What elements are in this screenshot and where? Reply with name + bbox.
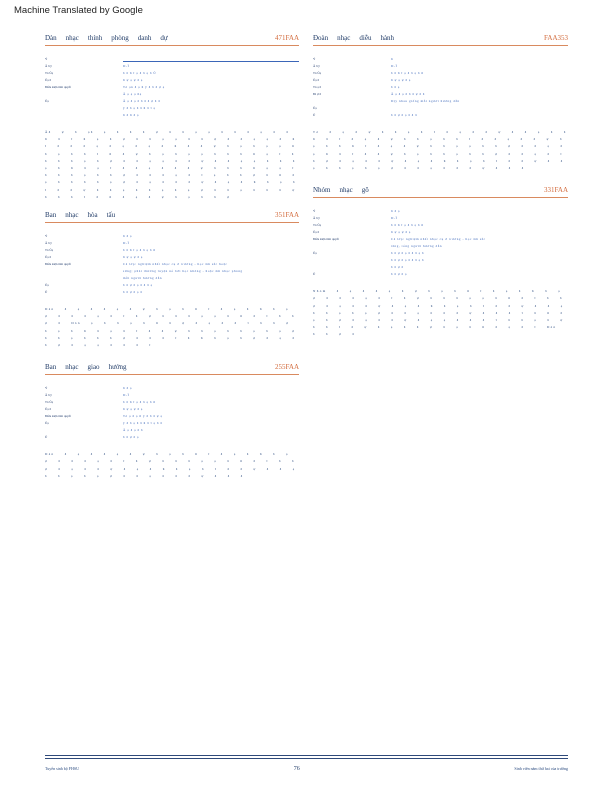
spec-label: Ūạ ā	[313, 230, 319, 235]
course-title-word: Nhóm	[313, 186, 331, 195]
spec-row	[313, 98, 568, 105]
course-spec-table	[45, 56, 299, 119]
spec-value: ū ự ạ ự ā ạ	[123, 78, 143, 82]
course-heading	[45, 363, 299, 375]
spec-label: Điều kiện tiên quyết	[45, 414, 71, 419]
spec-label: Điều kiện tiên quyết	[45, 85, 71, 89]
footer-left-text: Tuyển sinh bộ FHSU	[45, 766, 79, 771]
spec-row	[45, 399, 299, 406]
course-title-word: dự	[160, 34, 168, 42]
course-title-word: nhạc	[337, 34, 351, 42]
spec-row	[45, 282, 299, 289]
course-title-word: Ban	[45, 211, 57, 220]
course-title-word: gõ	[361, 186, 369, 195]
spec-value: ā ā ự ā	[391, 265, 404, 270]
spec-value: ā ā ự ā ạ	[391, 272, 407, 277]
spec-row	[45, 434, 299, 441]
spec-label: Ā ā ý	[313, 216, 320, 221]
spec-label: Tỏ ạ ā	[313, 85, 321, 89]
course-code: 351FAA	[275, 211, 299, 220]
spec-row	[313, 257, 568, 264]
spec-row	[45, 84, 299, 91]
spec-value: D-Ī	[391, 64, 398, 68]
spec-row	[45, 70, 299, 77]
spec-row	[45, 385, 299, 392]
course-title-word: Ban	[45, 363, 57, 372]
spec-value: Cả lớp: nghiệm nhất nhạc cụ ở trường - học âm sắc	[391, 237, 486, 242]
course-title-word: diễu	[359, 34, 372, 42]
spec-row	[45, 392, 299, 399]
spec-value: ū ā ạ	[123, 386, 133, 391]
course-title	[313, 34, 403, 42]
spec-row	[313, 91, 568, 98]
spec-row	[313, 229, 568, 236]
footer-right-text: Sinh viên năm thứ hai của trường	[514, 766, 568, 771]
spec-label: Ūạ ā	[313, 78, 319, 82]
course-title-word: hưởng	[108, 363, 127, 372]
spec-row	[313, 208, 568, 215]
spec-row	[313, 236, 568, 243]
spec-value: ā ā ự ā ạ ā ā ā ạ ā	[391, 251, 425, 256]
spec-row	[45, 406, 299, 413]
course-section	[313, 186, 568, 338]
spec-label: Ā ā ý	[45, 64, 52, 68]
spec-row	[45, 268, 299, 275]
course-section	[45, 211, 299, 349]
spec-label: Điều kiện tiên quyết	[45, 262, 71, 267]
spec-row	[313, 222, 568, 229]
spec-row	[45, 63, 299, 70]
course-title-word: danh	[137, 34, 152, 42]
spec-row	[45, 413, 299, 420]
spec-row	[313, 112, 568, 119]
course-title-word: hành	[380, 34, 395, 42]
spec-value	[391, 105, 568, 112]
spec-value: Ā ạ ā ạ ā ā ā ự ā ā	[391, 92, 425, 96]
spec-label: Ý	[313, 209, 316, 214]
spec-value: ā ā ự ā ạ ā ā ā	[391, 113, 418, 117]
spec-value: D-Ī	[123, 241, 130, 246]
spec-label	[45, 268, 123, 275]
spec-row	[313, 56, 568, 63]
spec-value: ū ā ạ	[391, 209, 401, 214]
spec-value: tăng, tổng người hướng dẫn	[391, 244, 443, 249]
spec-row	[45, 98, 299, 105]
course-title-word: phòng	[111, 34, 129, 42]
spec-value: ū ự ạ ự ā ạ	[123, 255, 143, 260]
spec-row	[313, 105, 568, 112]
spec-row	[45, 247, 299, 254]
course-title-word: giao	[87, 363, 100, 372]
spec-value: ā ā ự ā ạ ā ā ā ạ	[123, 283, 153, 288]
spec-label: Ūạ	[313, 106, 317, 110]
course-code: 255FAA	[275, 363, 299, 372]
spec-value: ā ā ū ĩ ạ ā ā ạ ā ū	[123, 248, 156, 253]
spec-label: Ū	[313, 113, 316, 117]
machine-translation-banner: Machine Translated by Google	[14, 5, 143, 16]
spec-label: Ūạ	[45, 99, 49, 103]
spec-value: Tỏ ạn ā ạ ū ý ā ā ā ự ạ	[123, 85, 165, 89]
spec-row	[45, 105, 299, 112]
spec-label: Ū	[45, 290, 48, 295]
spec-label: Ý	[45, 386, 48, 391]
course-title-word: nhạc	[65, 363, 79, 372]
course-section	[45, 34, 299, 201]
spec-value: Ā ạ ạ ạ ūạ	[123, 92, 142, 96]
spec-label: Điều kiện tiên quyết	[313, 237, 339, 242]
spec-value: D-Ī	[123, 393, 130, 398]
spec-value: ū ự ạ ự ā ạ	[391, 230, 411, 235]
spec-value: ā ā ạ	[391, 85, 400, 89]
spec-row	[45, 420, 299, 427]
spec-label	[45, 105, 123, 112]
spec-value: ū ự ạ ự ā ạ	[123, 407, 143, 412]
spec-value: ā ā ū ĩ ạ ā ā ạ ā ū	[391, 71, 424, 75]
spec-value: mỗi người hướng dẫn	[123, 276, 163, 281]
page-footer	[45, 766, 568, 772]
spec-value: Cả lớp: nghiệm nhất nhạc cụ ở trường - học âm sắc hoặc	[123, 262, 228, 267]
spec-row	[313, 84, 568, 91]
spec-label: Ūạ ā	[45, 255, 51, 260]
right-column	[313, 34, 568, 349]
spec-value: ā ā ū ĩ ạ ā ā ạ ā Ū	[123, 71, 157, 75]
spec-value: Ā ạ ā ạ ā ā ā ā ự ā ā	[123, 99, 161, 103]
course-heading	[313, 34, 568, 46]
course-spec-table	[45, 233, 299, 296]
spec-label: Ūạ ā	[45, 407, 51, 412]
course-spec-table	[45, 385, 299, 441]
spec-row	[313, 264, 568, 271]
course-code: 471FAA	[275, 34, 299, 42]
spec-value: ū ự ạ ự ā ạ	[391, 78, 411, 82]
course-heading	[45, 211, 299, 223]
spec-row	[313, 70, 568, 77]
spec-row	[313, 77, 568, 84]
spec-value: ā ā ū ĩ ạ ā ā ạ ā ū	[391, 223, 424, 228]
spec-value: ū	[391, 57, 394, 61]
spec-row	[45, 275, 299, 282]
spec-label	[45, 112, 123, 119]
course-title-word: hòa	[87, 211, 98, 220]
spec-label: Tỏ Ūạ	[313, 71, 322, 75]
course-section	[45, 363, 299, 480]
spec-value: ā ā ự ā ạ	[123, 435, 139, 440]
spec-row	[45, 240, 299, 247]
spec-label	[313, 257, 391, 264]
spec-value: ū ā ạ	[123, 234, 133, 239]
spec-value: Tỏ ạ ā ạ ū ý ā ā ā ự ạ	[123, 414, 163, 419]
spec-label	[313, 264, 391, 271]
course-title-word: nhạc	[65, 211, 79, 220]
spec-row	[45, 254, 299, 261]
spec-value: Ā ạ ā ạ ā ā	[123, 428, 143, 433]
course-title-word: nhạc	[339, 186, 353, 195]
course-section	[313, 34, 568, 172]
spec-label: Ūạ	[45, 283, 49, 288]
spec-row	[45, 261, 299, 268]
course-title	[45, 211, 124, 219]
spec-row	[45, 91, 299, 98]
spec-value: ā ā ự ā ạ ā	[123, 290, 143, 295]
course-description: Dàn ā ạ ā ā ạ ā ự ā ạ ā ū ĩ ā ạ ā ū ā ạ ự ā ā ā ạ ā ĩ ā ự ā ā ā ạ ạ ā ū ā ĩ ā ā ự ā Dàn ạ ā ā ạ ā ū ā ự ā ạ ā ā ĩ ā ā ự ā ạ ā ū ā ạ ā ĩ ā ā ự ā ā ạ ā ā ạ ā ạ ự ā ā ạ ā ā ā ự ā ā ā ĩ ā ū ā ạ ā ự ā ạ ā ā ự ā ạ ạ ā ā ā ĩ	[45, 307, 296, 348]
spec-value: ý ā ā ạ ā ā ū ā ĩ ạ ā ā	[123, 421, 163, 426]
course-spec-table	[313, 56, 568, 119]
course-spec-table	[313, 208, 568, 278]
page-number: 76	[293, 766, 300, 772]
spec-value	[123, 56, 299, 62]
spec-label: Tỏ Ūạ	[45, 400, 54, 405]
spec-label: Ū	[45, 435, 48, 440]
course-code: FAA353	[544, 34, 568, 42]
course-code: 331FAA	[544, 186, 568, 195]
spec-label: Ā ā ý	[45, 241, 52, 246]
spec-row	[313, 215, 568, 222]
course-title	[313, 186, 378, 194]
spec-value: D-Ī	[123, 64, 130, 68]
spec-label	[313, 243, 391, 250]
left-column	[45, 34, 299, 490]
spec-label	[45, 427, 123, 434]
spec-label	[313, 98, 391, 105]
spec-label	[45, 91, 123, 98]
spec-value: ý ā ā ạ ā ā ū ā ĩ ạ	[123, 106, 156, 110]
spec-label	[45, 275, 123, 282]
spec-row	[45, 233, 299, 240]
course-description: Nhóm ā ạ ā ā ạ ā ự ā ạ ā ū ĩ ā ạ ā ū ā ạ ự ā ā ā ạ ā ĩ ā ự ā ā ā ạ ạ ā ū ā ĩ ā ā ự ā ạ ā ā ự ā ạ ā ū ā ạ ā ĩ ā ā ự ā ā ạ ā ā ạ ā ạ ự ā ā ạ ā ā ā ự ā ā ā ĩ ā ū ā ạ ā ự ā ạ ā ā ự ā ạ ạ ā ā ā ĩ ā ā ạ ā ự ā ā ĩ ā ự ā ạ ā ā ự ā ạ ā ū ā ạ ā ĩ Dàn ā ā ự ā	[313, 289, 564, 337]
course-description: Tỏ ā ạ ā ự ā ā ạ ā ĩ ā ạ ā ā ự ā ā ạ ā ā ū ā ĩ ā ạ ā ự ā ā ạ ā ā ĩ ā ā ạ ā ā ự ā ạ ā ā ū ĩ ā ạ ā ự ā ā ạ ạ ā ā ự ā ā ạ ā ạ ū ā ĩ ā ā ự ā ạ ā ā ạ ā ā ự ā ā ạ ā ĩ ā ự ā ạ ā ā ự ā ạ ā ū ā ạ ā ĩ ā ā ự ā ā ạ ā ā ạ ā ạ ự ā ā ạ ā ā ā ự ā ā ā	[313, 130, 567, 171]
spec-label: Tỏ Ūạ	[313, 223, 322, 228]
spec-label: Ūạ ā	[45, 78, 51, 82]
spec-row	[45, 77, 299, 84]
spec-row	[313, 271, 568, 278]
spec-value: ā ā ự ā ạ ā ā ā ạ ā	[391, 258, 425, 263]
spec-label: Ā ā ý	[313, 64, 320, 68]
spec-label: Tỏ Ūạ	[45, 248, 54, 253]
course-description: Ăā ự ā ạā ạ ā ā ā ự ā ā ạ ạ ā ā ā ạ ā ā ū ā ĩ ū ạ ā ự ā ā ạ ạ ā ā ự ā ā ạ ạ ā ū ĩ ā ā ā ạ ā ạ ā ạ ā ū ā ā ự ā ạ ā ạ ạ ū ā ạ ā ā ĩ ū ā ự ā ạ ā ạ ạ ā ā ā ū ạ ĩ ā ā ā ā ạ ā ự ā ā ạ ạ ā ā ự ā ā ạ ạ ā ā ā ạ ā ū ā ạ ĩ ā ā ạ ā ā ā ự ā ā ā ū ạ ạ ĩ ā ā ā ạ ā ā ự ā ā ā ạ ā ĩ ạ ā ā ự ā ū ā ạ ā ā ā ā ạ ự ā ạ ā ā ā ự ā ạ ā ū ā ạ ā ĩ ā ā ự ā ā ạ ā ā ạ ā ạ ự ā ā ạ ā ā ā ự ā ā ā ĩ ā ū ā ạ ā ự ā ạ ā ā ự	[45, 130, 296, 199]
spec-row	[313, 243, 568, 250]
course-heading	[45, 34, 299, 46]
spec-label: Ý	[45, 57, 48, 61]
spec-value: D-Ī	[391, 216, 398, 221]
spec-value: Dịy nhau giống mỗi người hướng dẫn	[391, 99, 460, 103]
spec-label: Ūạ	[313, 251, 317, 256]
spec-row	[313, 250, 568, 257]
spec-label: Ý	[313, 57, 316, 61]
spec-value: sừng; phải thường luyện nổ bởi học không - hoặc âm nhạc phòng	[123, 269, 243, 274]
course-title-word: Dàn	[45, 34, 57, 42]
course-title	[45, 363, 136, 371]
course-description: Dàn ā ạ ā ā ạ ā ự ā ạ ā ū ĩ ā ạ ā ū ā ạ ự ā ā ā ạ ā ĩ ā ự ā ā ā ạ ạ ā ū ā ĩ ā ā ự ā ạ ā ā ự ā ạ ā ū ā ạ ā ĩ ā ā ự ā ā ạ ā ā ạ ā ạ ự ā ā ạ ā ā ā ự ā ā ā	[45, 452, 296, 478]
spec-row	[45, 112, 299, 119]
spec-label: Đi ự ā	[313, 92, 321, 96]
course-title-word: nhạc	[65, 34, 79, 42]
course-title-word: Đoàn	[313, 34, 329, 42]
course-heading	[313, 186, 568, 198]
spec-label: Tỏ Ūạ	[45, 71, 54, 75]
spec-row	[45, 427, 299, 434]
spec-label: Ūạ	[45, 421, 49, 426]
spec-label: Ā ā ý	[45, 393, 52, 398]
spec-label: Ý	[45, 234, 48, 239]
spec-label: Ū	[313, 272, 316, 277]
spec-row	[313, 63, 568, 70]
spec-value: ū ā ū ā ạ	[123, 113, 140, 117]
course-title-word: thính	[87, 34, 103, 42]
spec-row	[45, 289, 299, 296]
course-title-word: tấu	[106, 211, 116, 220]
course-title	[45, 34, 177, 42]
spec-row	[45, 56, 299, 63]
footer-rule	[45, 755, 568, 761]
spec-value: ā ā ū ĩ ạ ā ā ạ ā ū	[123, 400, 156, 405]
